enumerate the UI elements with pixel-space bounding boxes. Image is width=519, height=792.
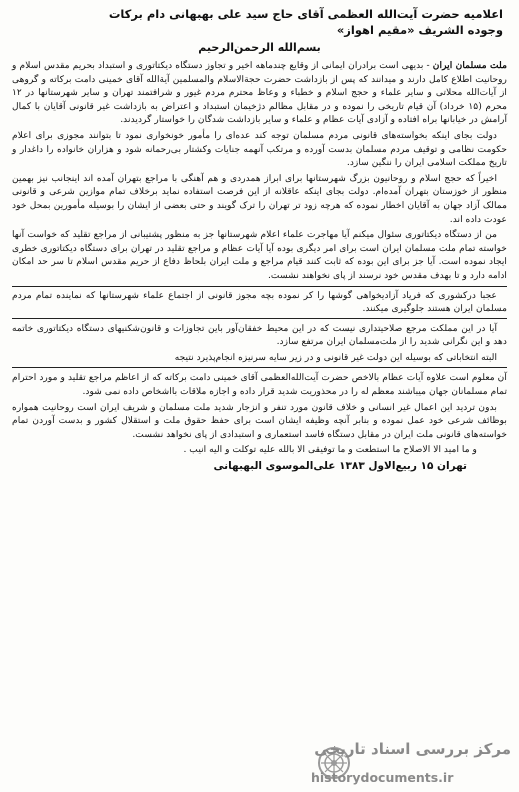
basmala: بسم‌الله الرحمن‌الرحیم [198, 41, 321, 54]
announcement-body [12, 6, 507, 474]
paragraph-3: اخیراً که حجج اسلام و روحانیون بزرگ شهرستانها برای ابراز همدردی و هم آهنگی با مراجع بتهران آمده اند اینجانب نیز بهمین منظور از خوزستان بتهران آمده‌ام. دولت بجای اینکه عاقلانه از این فرصت استفاده نماید برخلاف تمام موازین شرعی و قانونی ممالک آزاد جهان به آقایان اخطار نموده که هرچه زود تر تهران را ترک گویند و حتی بعضی از ایشان را بوسیله مأمورین بمحل خود عودت داده اند. [12, 172, 507, 225]
closing-prayer: و ما امید الا الاصلاح ما استطعت و ما توفیقی الا بالله علیه توکلت و الیه انیب . [183, 444, 477, 456]
paragraph-1-text: - بدیهی است برادران ایمانی از وقایع چندماهه اخیر و تجاوز دستگاه دیکتاتوری و استبداد بحریم مقدس اسلام و روحانیت اطلاع کامل دارند و میدانند که پس از بازداشت حضرت حجة‌الاسلام والمسلمین آیة‌الله آقای خمینی دامت برکاته و گروهی از آیات‌الله محلاتی و سایر علماء و حجج اسلام و خطباء و وعاظ محترم مردم غیور و شرافتمند تهران و سایر شهرستانها در ۱۲ محرم (۱۵ خرداد) آن قیام تاریخی را نموده و در مقابل مظالم دژخیمان استبداد و اعتراض به بازداشت غیر قانونی آقایان با کمال آرامش در خیابانها براه افتاده و آزادی آیات عظام و علماء و سایر بازداشت شدگان را خواستار گردیدند. [12, 60, 507, 126]
divider [12, 367, 507, 368]
paragraph-7: آن معلوم است علاوه آیات عظام بالاخص حضرت آیت‌الله‌العظمی آقای خمینی دامت برکاته که از اعاظم مراجع تقلید و مورد احترام تمام مسلمانان جهان میباشند معظم له را در محذوریت شدید قرار داده و اجازه ملاقات بااشخاص داده نمی شود. [12, 372, 507, 398]
boxed-question [12, 286, 507, 319]
paragraph-2: دولت بجای اینکه بخواسته‌های قانونی مردم مسلمان توجه کند عده‌ای را مأمور خونخواری نمود تا بتوانند مجوزی برای اعلام حکومت نظامی و توقیف مردم مسلمان بدست آورده و مرتکب آنهمه جنایات وکشتار بی‌رحمانه شود و هزاران خانواده را داغدار و تاریخ مملکت اسلامی ایران را ننگین سازد. [12, 129, 507, 169]
watermark-url: historydocuments.ir [311, 770, 454, 785]
boxed-question-text: عجبا درکشوری که فریاد آزادیخواهی گوشها را کر نموده بچه مجوز قانونی از اجتماع علماء شهرستانها که نماینده تمام مردم مسلمان ایران هستند جلوگیری میکنند. [12, 289, 507, 315]
paragraph-4: من از دستگاه دیکتاتوری سئوال میکنم آیا مهاجرت علماء اعلام شهرستانها جز به منظور پشتیبانی از مراجع تقلید که خواست آنها خواسته تمام ملت مسلمان ایران است برای امر دیگری بوده آیا آیات عظام و مراجع تقلید در تهران برای دستگاه دیکتاتوری خطری ایجاد نموده است. آیا جز برای این بوده که ثابت کنند قیام مراجع و ملت ایران بلحاظ دفاع از حریم مقدس اسلام تا سر حد امکان ادامه دارد و تا بهدف مقدس خود نرسند از پای نخواهند نشست. [12, 229, 507, 281]
paragraph-5: آیا در این مملکت مرجع صلاحیتداری نیست که در این محیط خفقان‌آور باین تجاوزات و قانون‌شکنیهای دستگاه دیکتاتوری خاتمه دهد و این نگرانی شدید را از ملت‌مسلمان ایران مرتفع سازد. [12, 322, 507, 348]
document-title: اعلامیه حضرت آیت‌الله العظمی آقای حاج سید علی بهبهانی دام برکات [108, 7, 503, 21]
document-subtitle: وجوده الشریف «مقیم اهواز» [336, 23, 503, 37]
paragraph-1 [12, 59, 507, 127]
paragraph-8: بدون تردید این اعمال غیر انسانی و خلاف قانون مورد تنفر و انزجار شدید ملت مسلمان و شریف ایران است روحانیت همواره بوظائف شرعی خود عمل نموده و بنابر آنچه وظیفه ایشان است برای حفظ حقوق ملت و استقلال کشور و بدست آوردن تمام خواسته‌های قانونی ملت ایران در مقابل دستگاه فاسد استعماری و استبدادی از پای نخواهد نشست. [12, 401, 507, 440]
date-and-signature: تهران ۱۵ ربیع‌الاول ۱۳۸۳ علی‌الموسوی البهبهانی [213, 460, 467, 473]
paragraph-6: البته انتخاباتی که بوسیله این دولت غیر قانونی و در زیر سایه سرنیزه انجام‌پذیرد نتیجه [174, 351, 497, 363]
archive-watermark [311, 740, 511, 786]
watermark-title: مرکز بررسی اسناد تاریخی [314, 740, 511, 758]
paragraph-1-lead: ملت مسلمان ایران [432, 60, 507, 71]
